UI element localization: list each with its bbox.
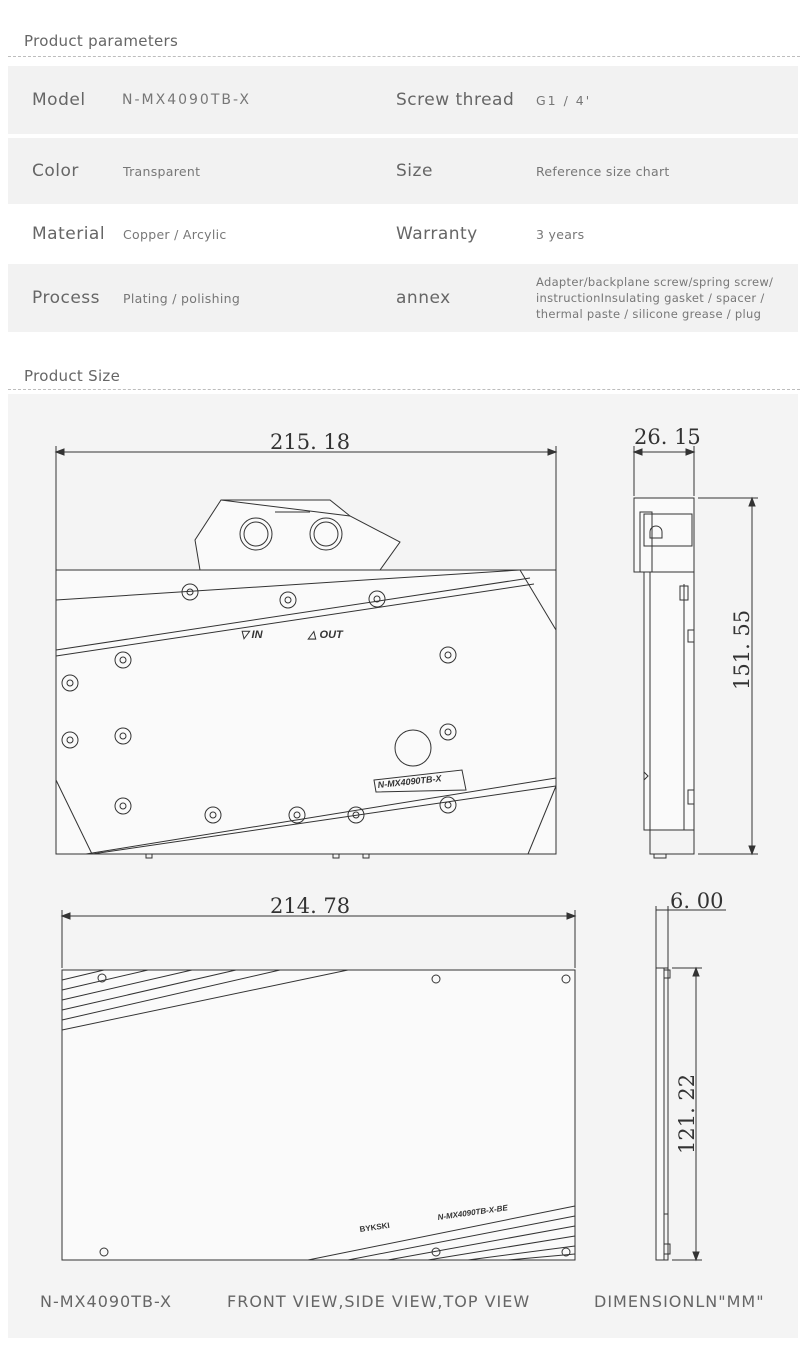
technical-drawing: [8, 394, 798, 1338]
dim-side-thickness: 26. 15: [634, 425, 701, 449]
param-row-color: [8, 138, 798, 204]
param-label: Warranty: [396, 224, 478, 244]
params-section-divider: [8, 56, 800, 57]
dimension-drawing: [8, 394, 798, 1338]
param-value: Transparent: [123, 163, 201, 179]
front-model-tag: N-MX4090TB-X: [377, 773, 442, 790]
dim-back-height: 121. 22: [675, 1073, 699, 1154]
param-label: Color: [32, 161, 79, 181]
back-side-view: [656, 889, 726, 1260]
param-label: Size: [396, 161, 433, 181]
param-value: G1 / 4': [536, 92, 592, 108]
param-label: Material: [32, 224, 106, 244]
footer-model: N-MX4090TB-X: [40, 1292, 172, 1311]
param-label: annex: [396, 288, 451, 308]
dim-side-height: 151. 55: [730, 609, 754, 690]
size-section-divider: [8, 389, 800, 390]
back-view: [62, 894, 575, 1260]
dim-back-width: 214. 78: [270, 894, 351, 918]
dim-back-thickness: 6. 00: [670, 889, 724, 913]
out-label: △ OUT: [308, 629, 343, 641]
size-section-title: Product Size: [24, 367, 121, 385]
param-label: Process: [32, 288, 100, 308]
footer-unit: DIMENSIONLN"MM": [594, 1292, 765, 1311]
params-table: [8, 66, 798, 332]
param-label: Model: [32, 90, 86, 110]
param-label: Screw thread: [396, 90, 515, 110]
front-view: [56, 430, 556, 858]
param-row-process: [8, 264, 798, 332]
param-value-annex: Adapter/backplane screw/spring screw/ instructionInsulating gasket / spacer / thermal paste / silicone grease / plug: [536, 275, 774, 321]
in-label: ▽ IN: [240, 629, 263, 641]
params-section-title: Product parameters: [24, 32, 179, 50]
back-brand-tag: BYKSKI: [359, 1220, 391, 1234]
param-value: Reference size chart: [536, 163, 670, 179]
side-view: [634, 425, 758, 858]
dim-front-width: 215. 18: [270, 430, 351, 454]
param-value: Plating / polishing: [123, 290, 241, 306]
footer-views: FRONT VIEW,SIDE VIEW,TOP VIEW: [227, 1292, 531, 1311]
param-row-model: [8, 66, 798, 134]
param-value: N-MX4090TB-X: [122, 92, 251, 108]
param-value: Copper / Arcylic: [123, 226, 227, 242]
param-row-material: [8, 204, 798, 264]
param-value: 3 years: [536, 226, 585, 242]
back-model-tag: N-MX4090TB-X-BE: [437, 1203, 509, 1222]
